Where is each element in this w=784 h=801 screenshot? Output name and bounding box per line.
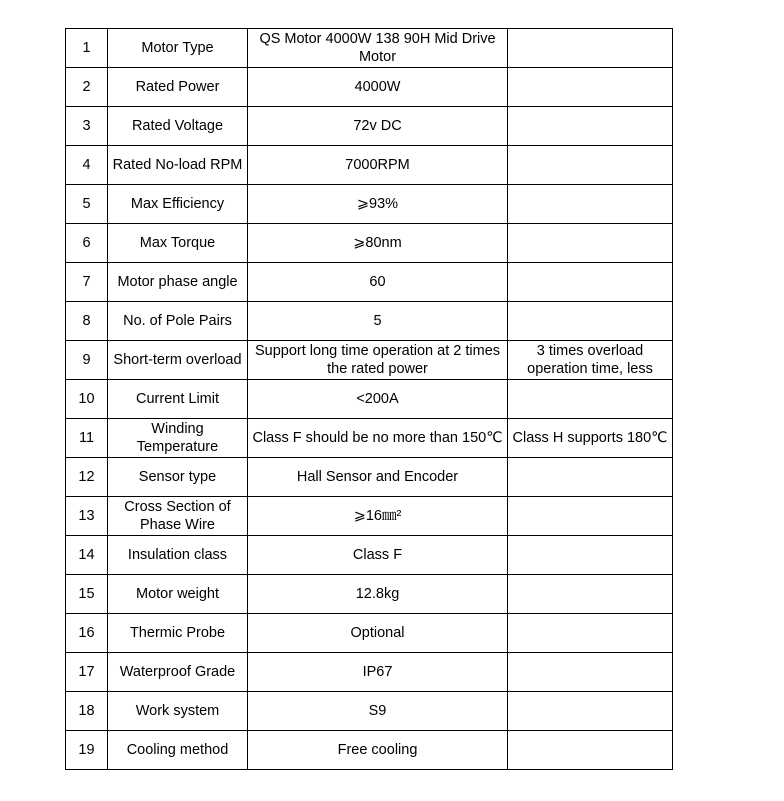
table-row xyxy=(66,68,673,107)
note-cell xyxy=(508,146,673,185)
row-number-cell: 3 xyxy=(66,107,108,146)
parameter-value-cell: ⩾93% xyxy=(248,185,508,224)
parameter-value-cell: 7000RPM xyxy=(248,146,508,185)
parameter-name-cell: Motor Type xyxy=(108,29,248,68)
table-row xyxy=(66,653,673,692)
parameter-value-cell: 4000W xyxy=(248,68,508,107)
spec-table xyxy=(65,28,673,770)
parameter-value-cell: 5 xyxy=(248,302,508,341)
spec-table-body xyxy=(66,29,673,770)
table-row xyxy=(66,575,673,614)
parameter-name-cell: Max Efficiency xyxy=(108,185,248,224)
note-cell xyxy=(508,692,673,731)
parameter-value-cell: IP67 xyxy=(248,653,508,692)
parameter-value-cell: Support long time operation at 2 times the rated power xyxy=(248,341,508,380)
parameter-name-cell: Motor weight xyxy=(108,575,248,614)
note-cell xyxy=(508,185,673,224)
note-cell xyxy=(508,224,673,263)
parameter-name-cell: Sensor type xyxy=(108,458,248,497)
note-cell xyxy=(508,653,673,692)
table-row xyxy=(66,185,673,224)
table-row xyxy=(66,263,673,302)
table-row xyxy=(66,614,673,653)
row-number-cell: 19 xyxy=(66,731,108,770)
note-cell xyxy=(508,380,673,419)
table-row xyxy=(66,536,673,575)
row-number-cell: 7 xyxy=(66,263,108,302)
parameter-value-cell: 72v DC xyxy=(248,107,508,146)
parameter-value-cell: <200A xyxy=(248,380,508,419)
parameter-name-cell: Short-term overload xyxy=(108,341,248,380)
note-cell xyxy=(508,458,673,497)
parameter-value-cell: ⩾80nm xyxy=(248,224,508,263)
row-number-cell: 14 xyxy=(66,536,108,575)
table-row xyxy=(66,692,673,731)
table-row xyxy=(66,107,673,146)
parameter-name-cell: Cross Section of Phase Wire xyxy=(108,497,248,536)
parameter-value-cell: QS Motor 4000W 138 90H Mid Drive Motor xyxy=(248,29,508,68)
parameter-name-cell: Work system xyxy=(108,692,248,731)
parameter-name-cell: Winding Temperature xyxy=(108,419,248,458)
row-number-cell: 10 xyxy=(66,380,108,419)
parameter-value-cell: Optional xyxy=(248,614,508,653)
parameter-name-cell: Current Limit xyxy=(108,380,248,419)
parameter-value-cell: 60 xyxy=(248,263,508,302)
table-row xyxy=(66,29,673,68)
table-row xyxy=(66,380,673,419)
parameter-value-cell: S9 xyxy=(248,692,508,731)
note-cell xyxy=(508,263,673,302)
row-number-cell: 9 xyxy=(66,341,108,380)
row-number-cell: 13 xyxy=(66,497,108,536)
row-number-cell: 1 xyxy=(66,29,108,68)
parameter-value-cell: Free cooling xyxy=(248,731,508,770)
row-number-cell: 2 xyxy=(66,68,108,107)
note-cell xyxy=(508,575,673,614)
row-number-cell: 12 xyxy=(66,458,108,497)
row-number-cell: 8 xyxy=(66,302,108,341)
note-cell xyxy=(508,302,673,341)
row-number-cell: 6 xyxy=(66,224,108,263)
parameter-value-cell: Class F should be no more than 150℃ xyxy=(248,419,508,458)
note-cell xyxy=(508,107,673,146)
table-row xyxy=(66,224,673,263)
parameter-name-cell: Rated Power xyxy=(108,68,248,107)
parameter-name-cell: Thermic Probe xyxy=(108,614,248,653)
parameter-name-cell: No. of Pole Pairs xyxy=(108,302,248,341)
row-number-cell: 11 xyxy=(66,419,108,458)
parameter-value-cell: Hall Sensor and Encoder xyxy=(248,458,508,497)
parameter-name-cell: Max Torque xyxy=(108,224,248,263)
parameter-value-cell: 12.8kg xyxy=(248,575,508,614)
note-cell xyxy=(508,497,673,536)
parameter-name-cell: Cooling method xyxy=(108,731,248,770)
table-row xyxy=(66,458,673,497)
row-number-cell: 15 xyxy=(66,575,108,614)
note-cell xyxy=(508,68,673,107)
row-number-cell: 5 xyxy=(66,185,108,224)
table-row xyxy=(66,302,673,341)
parameter-name-cell: Insulation class xyxy=(108,536,248,575)
note-cell: 3 times overload operation time, less xyxy=(508,341,673,380)
parameter-value-cell: ⩾16㎜² xyxy=(248,497,508,536)
table-row xyxy=(66,341,673,380)
row-number-cell: 16 xyxy=(66,614,108,653)
table-row xyxy=(66,731,673,770)
row-number-cell: 4 xyxy=(66,146,108,185)
note-cell xyxy=(508,614,673,653)
parameter-name-cell: Rated Voltage xyxy=(108,107,248,146)
note-cell xyxy=(508,731,673,770)
row-number-cell: 18 xyxy=(66,692,108,731)
row-number-cell: 17 xyxy=(66,653,108,692)
table-row xyxy=(66,146,673,185)
parameter-name-cell: Motor phase angle xyxy=(108,263,248,302)
note-cell xyxy=(508,536,673,575)
parameter-name-cell: Rated No-load RPM xyxy=(108,146,248,185)
table-row xyxy=(66,419,673,458)
table-row xyxy=(66,497,673,536)
note-cell: Class H supports 180℃ xyxy=(508,419,673,458)
note-cell xyxy=(508,29,673,68)
parameter-name-cell: Waterproof Grade xyxy=(108,653,248,692)
parameter-value-cell: Class F xyxy=(248,536,508,575)
